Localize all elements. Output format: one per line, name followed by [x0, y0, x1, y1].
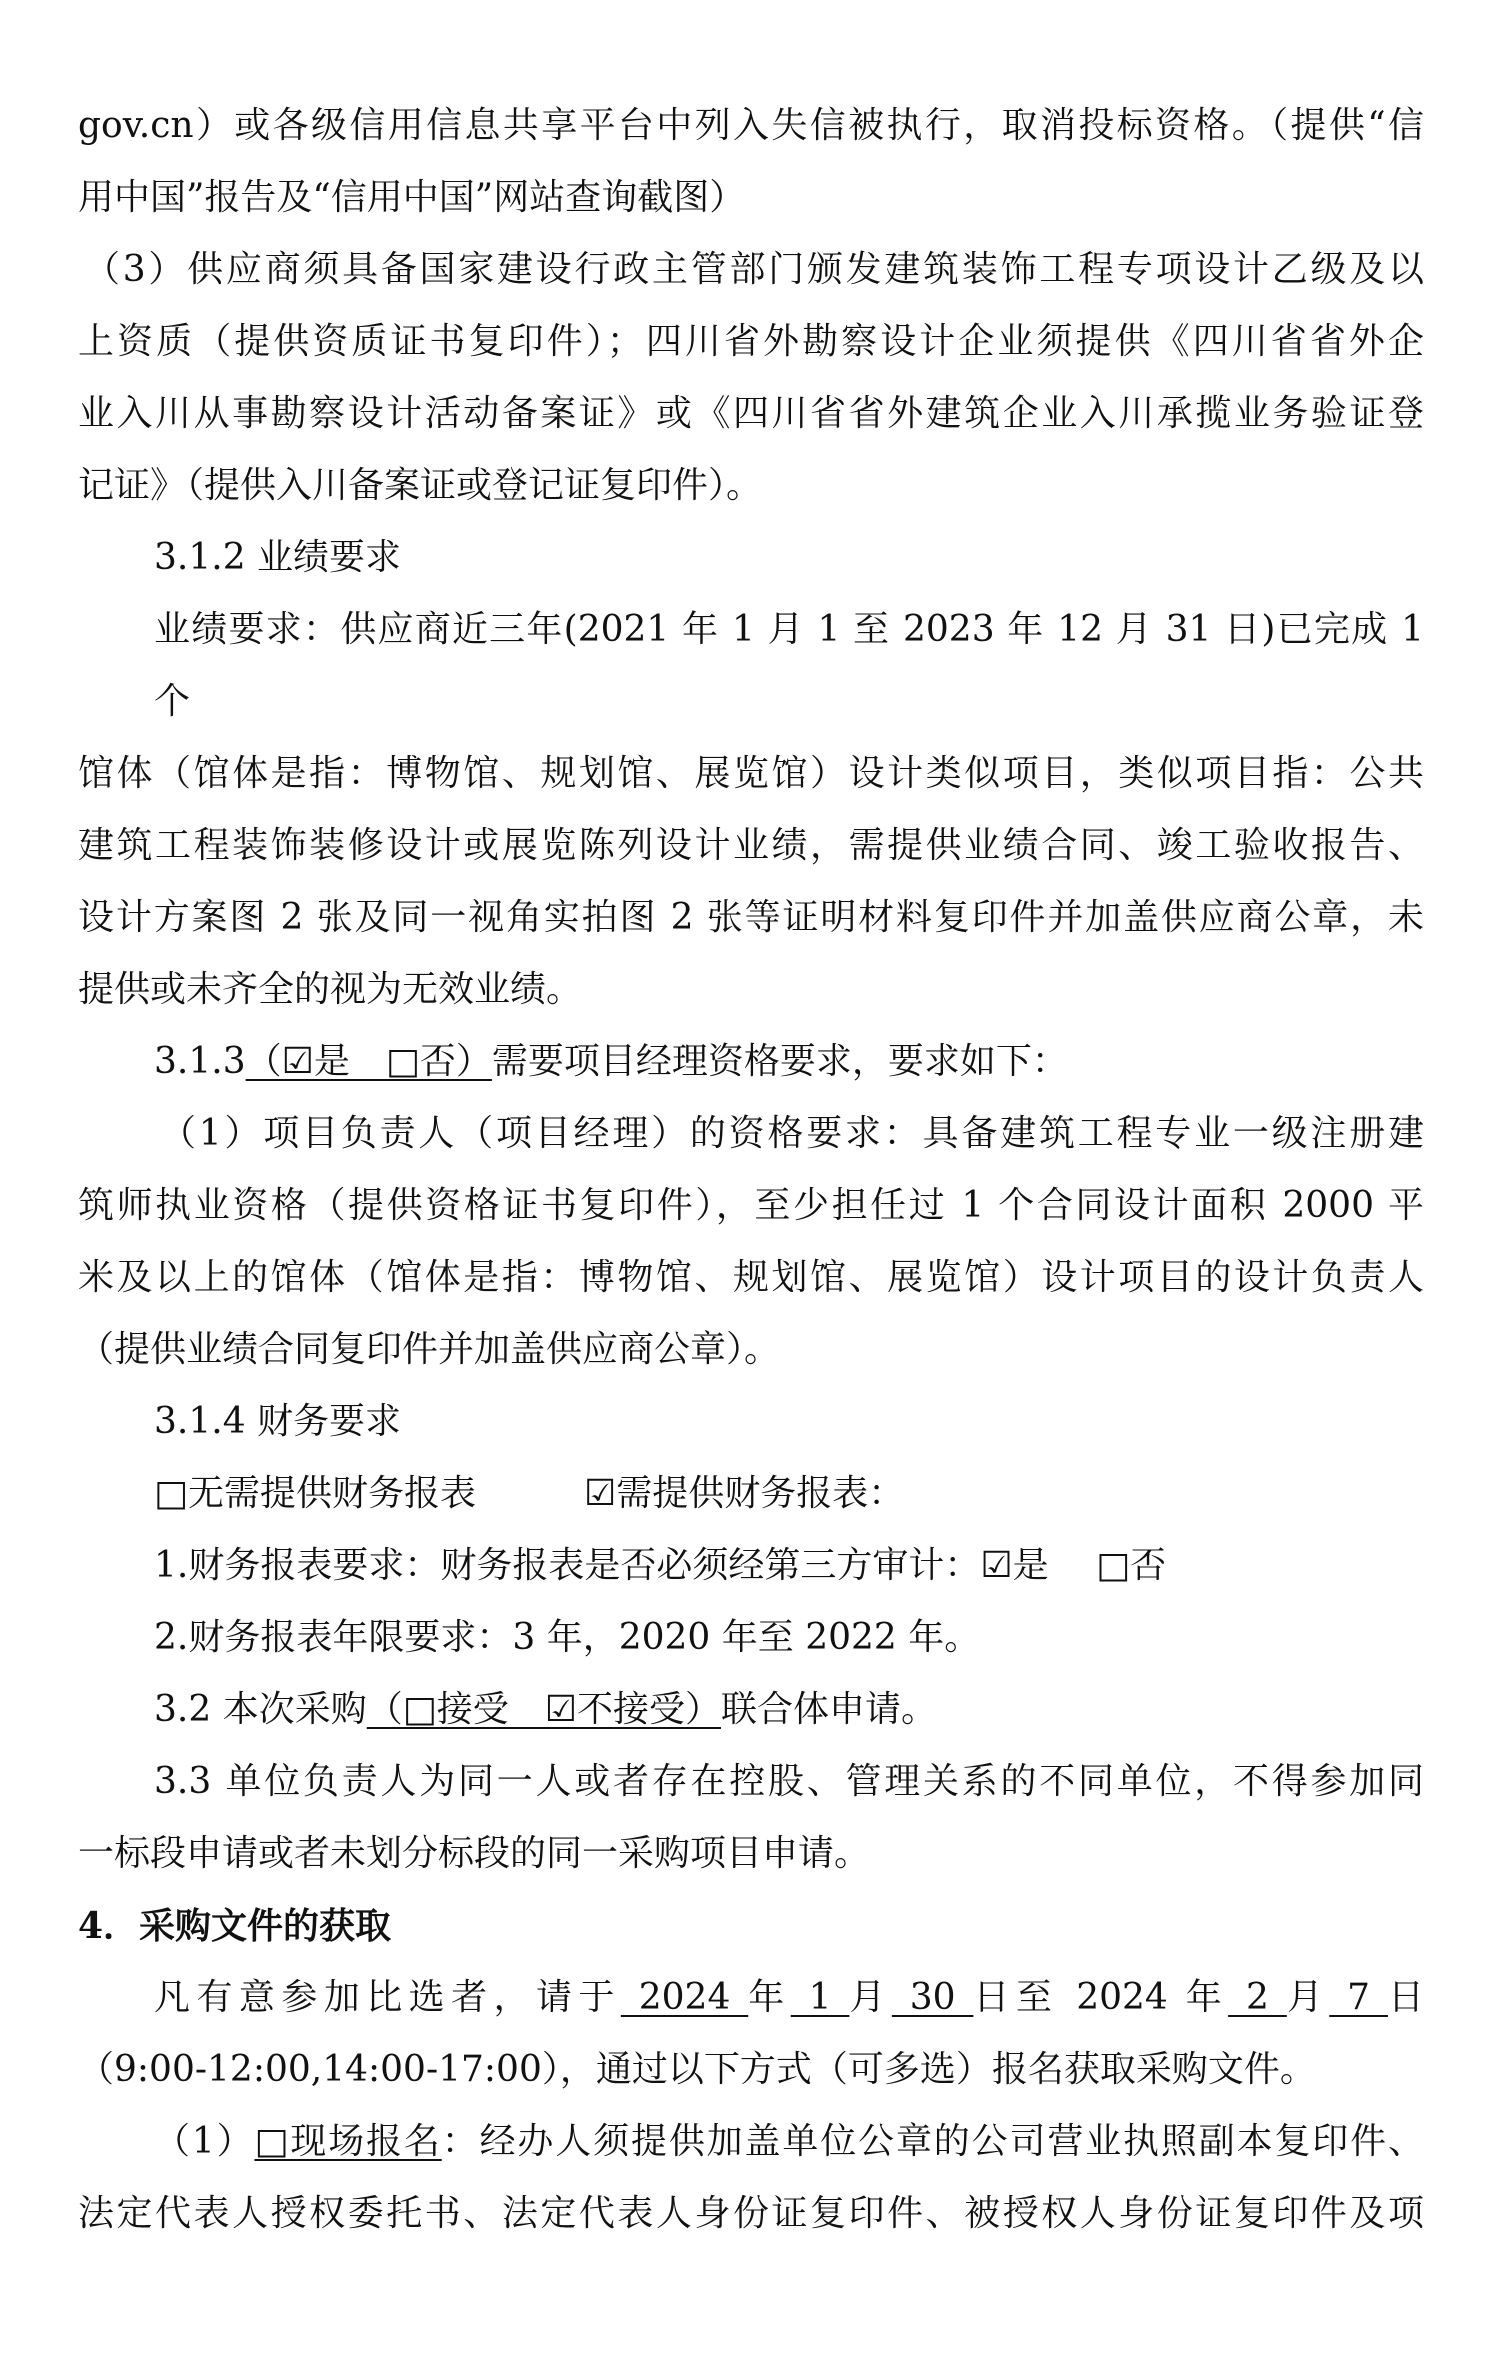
text-line: [78, 162, 1424, 234]
text-line: [78, 1458, 1424, 1530]
text-segment: 联合体申请。: [721, 1689, 938, 1730]
underlined-field: □现场报名: [254, 2121, 442, 2162]
text-line: [78, 738, 1424, 810]
text-segment: 筑师执业资格（提供资格证书复印件），至少担任过 1 个合同设计面积 2000 平: [78, 1185, 1424, 1226]
text-segment: 3.3 单位负责人为同一人或者存在控股、管理关系的不同单位，不得参加同: [154, 1761, 1424, 1802]
underlined-field: 2: [1228, 1977, 1287, 2018]
text-segment: gov.cn）或各级信用信息共享平台中列入失信被执行，取消投标资格。（提供“信: [78, 105, 1424, 146]
text-line: [78, 1242, 1424, 1314]
document-page: [78, 0, 1424, 2270]
text-segment: （1）: [154, 2121, 255, 2162]
text-segment: （3）供应商须具备国家建设行政主管部门颁发建筑装饰工程专项设计乙级及以: [84, 249, 1424, 290]
text-line: [78, 306, 1424, 378]
text-segment: ：经办人须提供加盖单位公章的公司营业执照副本复印件、: [441, 2121, 1424, 2162]
text-segment: 提供或未齐全的视为无效业绩。: [78, 969, 583, 1010]
text-segment: 3.1.3: [154, 1041, 246, 1082]
text-line: [78, 1170, 1424, 1242]
underlined-field: 30: [891, 1977, 974, 2018]
text-line: [78, 810, 1424, 882]
section-heading-3-1-2: [78, 522, 1424, 594]
text-segment: 业入川从事勘察设计活动备案证》或《四川省省外建筑企业入川承揽业务验证登: [78, 393, 1424, 434]
text-segment: 月: [849, 1977, 892, 2018]
text-segment: 法定代表人授权委托书、法定代表人身份证复印件、被授权人身份证复印件及项: [78, 2193, 1424, 2234]
text-line: [78, 1962, 1424, 2034]
text-segment: 1.财务报表要求：财务报表是否必须经第三方审计：☑是 □否: [154, 1545, 1167, 1586]
section-heading-4: [78, 1890, 1424, 1962]
text-segment: 需要项目经理资格要求，要求如下：: [491, 1041, 1068, 1082]
text-segment: 米及以上的馆体（馆体是指：博物馆、规划馆、展览馆）设计项目的设计负责人: [78, 1257, 1424, 1298]
text-segment: 凡有意参加比选者，请于: [154, 1977, 621, 2018]
underlined-field: 7: [1329, 1977, 1388, 2018]
section-heading-3-1-4: [78, 1386, 1424, 1458]
section-heading-3-1-3: [78, 1026, 1424, 1098]
underlined-field: 1: [790, 1977, 850, 2018]
text-line: [78, 234, 1424, 306]
text-segment: 3.2 本次采购: [154, 1689, 367, 1730]
text-segment: 年: [748, 1977, 791, 2018]
text-segment: 3.1.2 业绩要求: [154, 537, 402, 578]
text-segment: □无需提供财务报表 ☑需提供财务报表：: [154, 1473, 905, 1514]
text-line: [78, 1746, 1424, 1818]
text-segment: （1）项目负责人（项目经理）的资格要求：具备建筑工程专业一级注册建: [160, 1113, 1424, 1154]
text-line: [78, 1314, 1424, 1386]
text-segment: 月: [1286, 1977, 1330, 2018]
text-line: [78, 594, 1424, 738]
text-line: [78, 2106, 1424, 2178]
text-segment: 馆体（馆体是指：博物馆、规划馆、展览馆）设计类似项目，类似项目指：公共: [78, 753, 1424, 794]
underlined-field: （☑是 □否）: [245, 1041, 492, 1082]
underlined-field: 2024: [620, 1977, 749, 2018]
text-line: [78, 1530, 1424, 1602]
text-line: [78, 1098, 1424, 1170]
text-line: [78, 378, 1424, 450]
text-line: [78, 450, 1424, 522]
text-segment: （提供业绩合同复印件并加盖供应商公章）。: [78, 1329, 781, 1370]
text-line: [78, 954, 1424, 1026]
text-segment: 设计方案图 2 张及同一视角实拍图 2 张等证明材料复印件并加盖供应商公章，未: [78, 897, 1424, 938]
text-segment: 日至 2024 年: [973, 1977, 1229, 2018]
underlined-field: （□接受 ☑不接受）: [366, 1689, 721, 1730]
text-segment: 建筑工程装饰装修设计或展览陈列设计业绩，需提供业绩合同、竣工验收报告、: [78, 825, 1424, 866]
text-segment: 日: [1387, 1977, 1424, 2018]
text-segment: 用中国”报告及“信用中国”网站查询截图）: [78, 177, 746, 218]
text-segment: 3.1.4 财务要求: [154, 1401, 402, 1442]
text-segment: 业绩要求：供应商近三年(2021 年 1 月 1 至 2023 年 12 月 31 日)已完成 1 个: [154, 609, 1424, 722]
text-segment: （9:00-12:00,14:00-17:00），通过以下方式（可多选）报名获取采购文件。: [78, 2049, 1316, 2090]
text-segment: 记证》（提供入川备案证或登记证复印件）。: [78, 465, 763, 506]
text-segment: 一标段申请或者未划分标段的同一采购项目申请。: [78, 1833, 871, 1874]
text-line: [78, 1674, 1424, 1746]
text-line: [78, 90, 1424, 162]
text-line: [78, 2178, 1424, 2250]
text-line: [78, 882, 1424, 954]
text-segment: 上资质（提供资质证书复印件）；四川省外勘察设计企业须提供《四川省省外企: [78, 321, 1424, 362]
text-line: [78, 1602, 1424, 1674]
text-segment: 2.财务报表年限要求：3 年，2020 年至 2022 年。: [154, 1617, 981, 1658]
text-line: [78, 1818, 1424, 1890]
text-segment: 4．采购文件的获取: [78, 1905, 392, 1947]
text-line: [78, 2034, 1424, 2106]
